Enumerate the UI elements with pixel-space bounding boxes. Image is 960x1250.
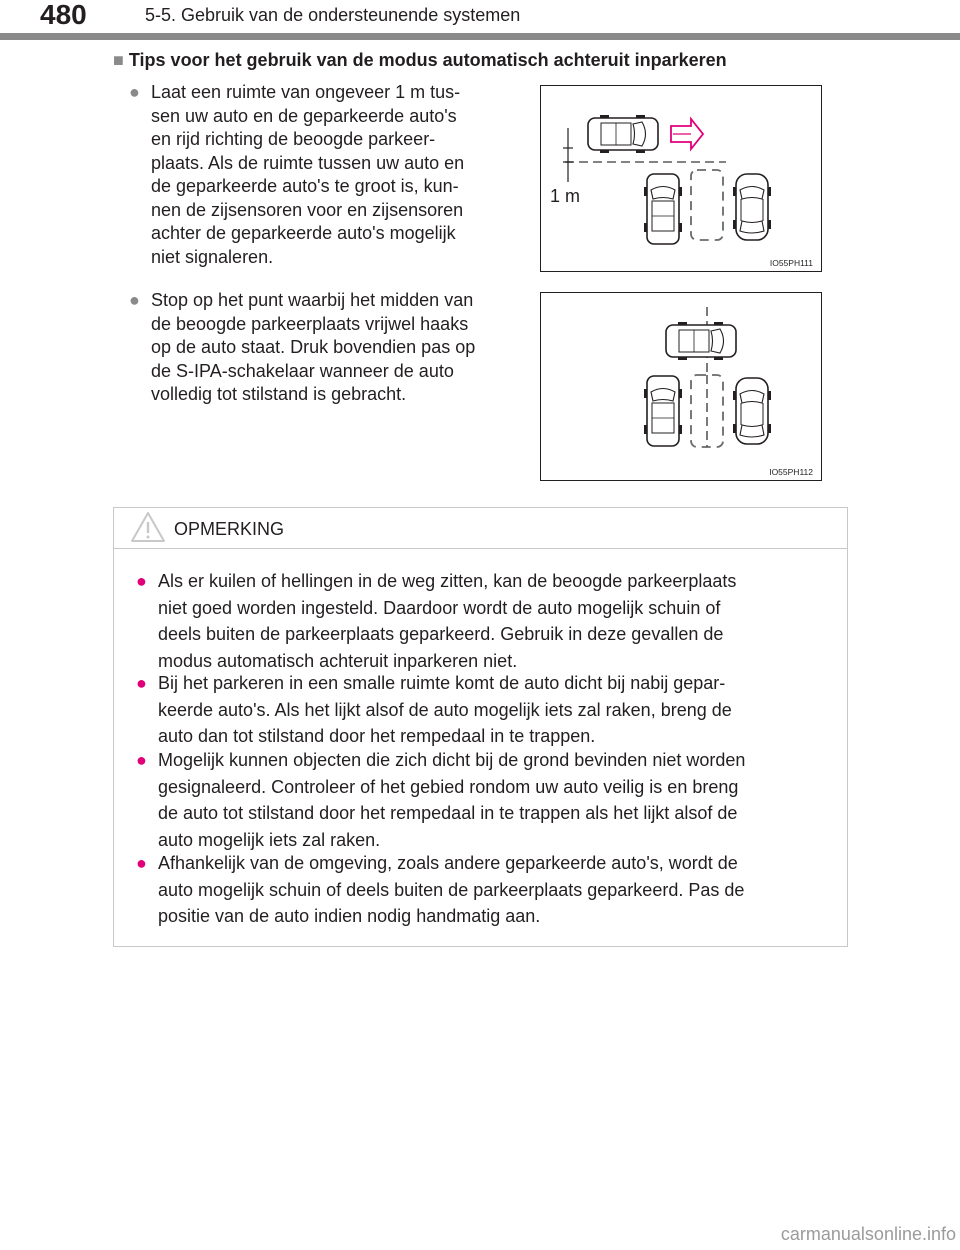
text-line: de geparkeerde auto's te groot is, kun- (151, 176, 459, 196)
square-bullet-icon: ■ (113, 50, 124, 70)
bullet-1-text (151, 81, 519, 269)
text-line: auto mogelijk schuin of deels buiten de parkeerplaats geparkeerd. Pas de (158, 879, 745, 900)
figure-code: IO55PH112 (769, 467, 813, 477)
target-parking-space (691, 170, 723, 240)
note-item-3 (158, 747, 839, 853)
bullet-dot-icon: ● (129, 82, 140, 102)
parked-car-left (644, 174, 682, 244)
figure-parking-approach (540, 85, 822, 272)
note-item-2 (158, 670, 839, 750)
text-line: achter de geparkeerde auto's mogelijk (151, 223, 456, 243)
warning-triangle-icon (130, 511, 166, 543)
text-line: plaats. Als de ruimte tussen uw auto en (151, 152, 465, 173)
section-title: Tips voor het gebruik van de modus automatisch achteruit inparkeren (128, 50, 727, 70)
text-line: Stop op het punt waarbij het midden van (151, 290, 474, 310)
text-line: niet goed worden ingesteld. Daardoor wordt de auto mogelijk schuin of (158, 597, 721, 618)
text-line: nen de zijsensoren voor en zijsensoren (151, 199, 464, 220)
note-bullet-icon: ● (136, 750, 147, 770)
text-line: de S-IPA-schakelaar wanneer de auto (151, 360, 454, 381)
text-line: Bij het parkeren in een smalle ruimte komt de auto dicht bij nabij gepar- (158, 673, 726, 693)
moving-car (588, 115, 658, 153)
parked-car-left (644, 376, 682, 446)
section-heading (113, 49, 727, 71)
text-line: auto dan tot stilstand door het rempedaal in te trappen. (158, 726, 596, 746)
text-line: deels buiten de parkeerplaats geparkeerd. Gebruik in deze gevallen de (158, 624, 724, 644)
bullet-2-text (151, 289, 519, 407)
parked-car-right (733, 174, 771, 240)
text-line: modus automatisch achteruit inparkeren niet. (158, 650, 518, 671)
text-line: Als er kuilen of hellingen in de weg zitten, kan de beoogde parkeerplaats (158, 571, 737, 591)
text-line: gesignaleerd. Controleer of het gebied rondom uw auto veilig is en breng (158, 776, 739, 797)
text-line: niet signaleren. (151, 246, 274, 267)
text-line: keerde auto's. Als het lijkt alsof de auto mogelijk iets zal raken, breng de (158, 699, 732, 720)
text-line: volledig tot stilstand is gebracht. (151, 384, 407, 404)
text-line: auto mogelijk iets zal raken. (158, 829, 381, 850)
text-line: de auto tot stilstand door het rempedaal in te trappen als het lijkt alsof de (158, 803, 738, 823)
note-bullet-icon: ● (136, 853, 147, 873)
parking-approach-diagram (541, 86, 821, 271)
chapter-title: 5-5. Gebruik van de ondersteunende systemen (145, 5, 521, 25)
page-number: 480 (40, 0, 87, 30)
stop-position-diagram (541, 293, 821, 480)
note-bullet-icon: ● (136, 673, 147, 693)
note-item-1 (158, 568, 839, 674)
figure-stop-position (540, 292, 822, 481)
parked-car-right (733, 378, 771, 444)
note-bullet-icon: ● (136, 571, 147, 591)
text-line: Afhankelijk van de omgeving, zoals andere geparkeerde auto's, wordt de (158, 853, 738, 873)
bullet-dot-icon: ● (129, 290, 140, 310)
note-title: OPMERKING (174, 519, 285, 539)
text-line: Mogelijk kunnen objecten die zich dicht bij de grond bevinden niet worden (158, 750, 746, 770)
text-line: de beoogde parkeerplaats vrijwel haaks (151, 313, 469, 334)
footer-watermark[interactable]: carmanualsonline.info (780, 1224, 956, 1244)
distance-label: 1 m (550, 186, 581, 206)
header-rule (0, 33, 960, 40)
moving-car (666, 322, 736, 360)
text-line: sen uw auto en de geparkeerde auto's (151, 105, 457, 126)
note-divider (113, 548, 848, 549)
text-line: Laat een ruimte van ongeveer 1 m tus- (151, 82, 461, 102)
note-item-4 (158, 850, 839, 930)
figure-code: IO55PH111 (769, 258, 813, 268)
text-line: positie van de auto indien nodig handmatig aan. (158, 906, 541, 926)
text-line: op de auto staat. Druk bovendien pas op (151, 337, 476, 357)
text-line: en rijd richting de beoogde parkeer- (151, 129, 436, 149)
